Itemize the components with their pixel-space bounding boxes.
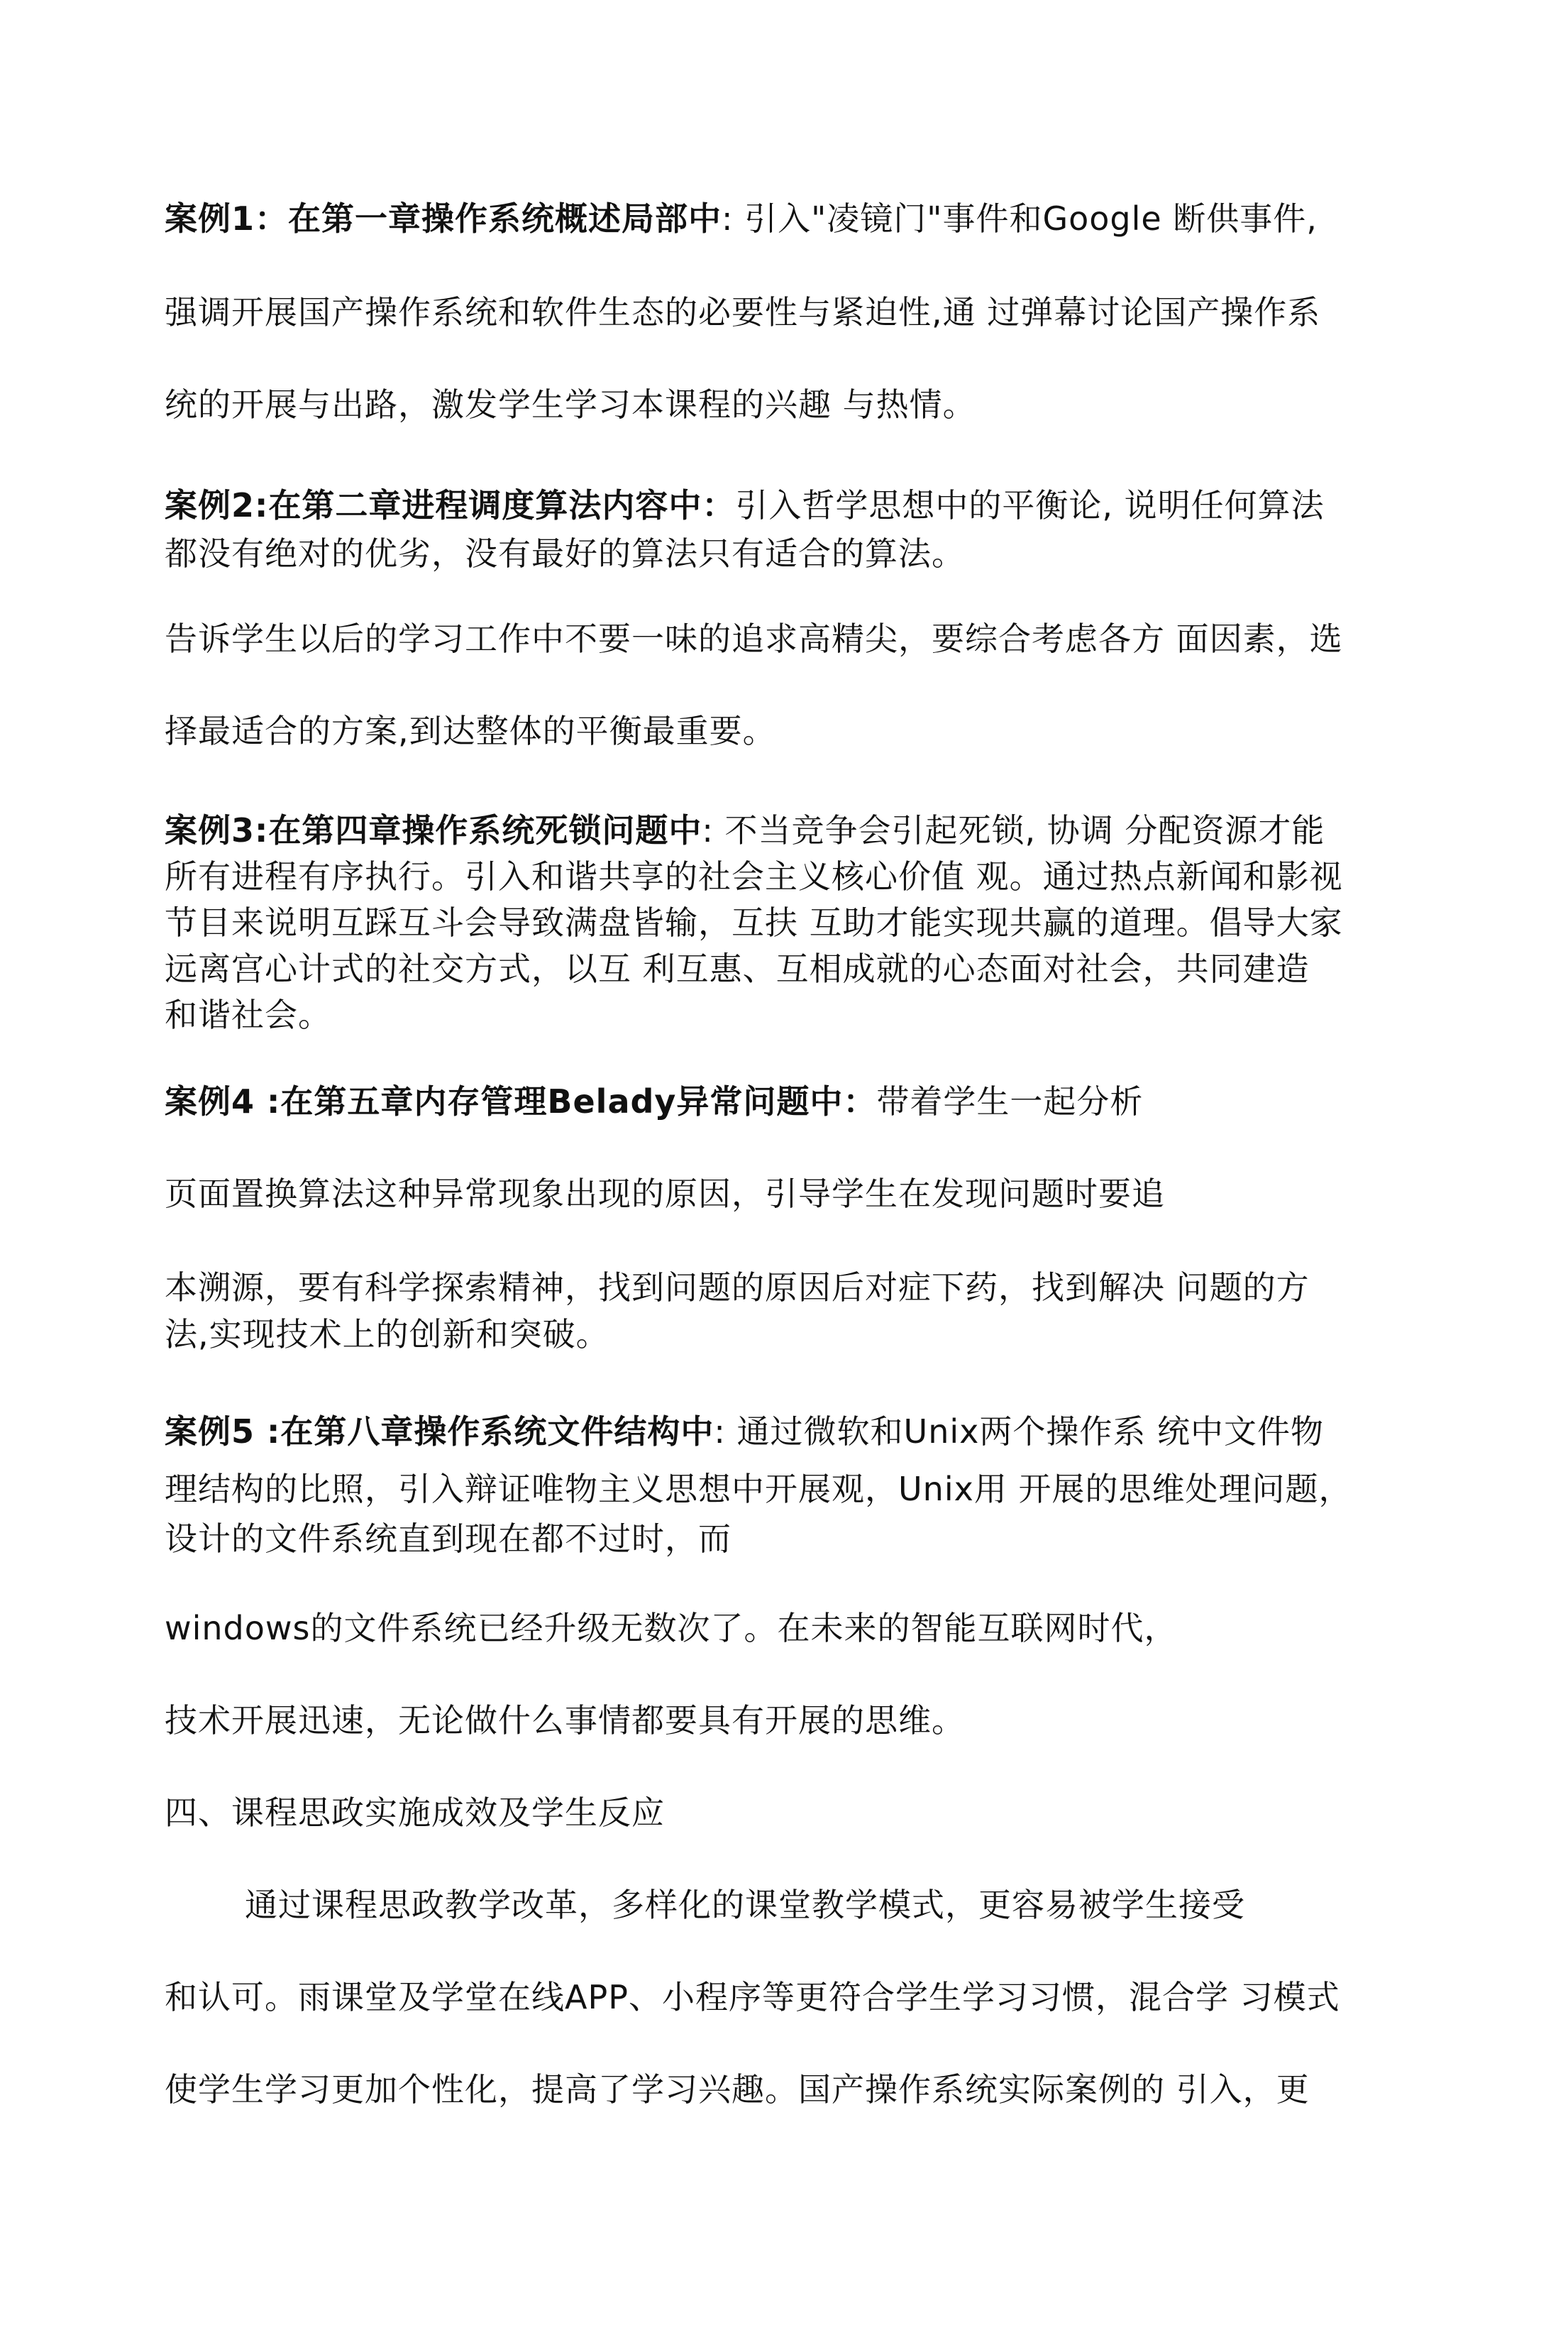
case1-text-1: : 引入"凌镜门"事件和Google 断供事件, [722,199,1318,238]
case5-line-3: 设计的文件系统直到现在都不过时，而 [165,1520,731,1558]
case2-line-1 [165,483,1442,528]
case2-line-4: 择最适合的方案,到达整体的平衡最重要。 [165,712,776,750]
case3-line-1 [165,808,1442,853]
case5-title: 案例5 :在第八章操作系统文件结构中 [165,1412,714,1451]
case4-line-2: 页面置换算法这种异常现象出现的原因，引导学生在发现问题时要追 [165,1175,1165,1213]
case5-line-4: windows的文件系统已经升级无数次了。在未来的智能互联网时代， [165,1609,1178,1647]
case3-line-3: 节目来说明互踩互斗会导致满盘皆输，互扶 互助才能实现共赢的道理。倡导大家 [165,903,1343,942]
case2-line-2: 都没有绝对的优劣，没有最好的算法只有适合的算法。 [165,534,965,573]
case2-title: 案例2:在第二章进程调度算法内容中： [165,486,736,524]
case3-line-4: 远离宫心计式的社交方式，以互 利互惠、互相成就的心态面对社会，共同建造 [165,950,1310,988]
case4-line-4: 法,实现技术上的创新和突破。 [165,1315,609,1353]
case1-line-2: 强调开展国产操作系统和软件生态的必要性与紧迫性,通 过弹幕讨论国产操作系 [165,293,1321,331]
section4-line-2: 和认可。雨课堂及学堂在线APP、小程序等更符合学生学习习惯，混合学 习模式 [165,1978,1340,2016]
case3-line-2: 所有进程有序执行。引入和谐共享的社会主义核心价值 观。通过热点新闻和影视 [165,857,1343,896]
section4-line-1: 通过课程思政教学改革，多样化的课堂教学模式，更容易被学生接受 [245,1886,1245,1924]
case3-line-5: 和谐社会。 [165,996,331,1034]
case1-title: 案例1：在第一章操作系统概述局部中 [165,199,722,238]
case4-text-1: 带着学生一起分析 [876,1082,1144,1121]
section4-heading: 四、课程思政实施成效及学生反应 [165,1793,665,1832]
case2-text-1: 引入哲学思想中的平衡论, 说明任何算法 [735,486,1325,524]
case3-text-1: : 不当竞争会引起死锁, 协调 分配资源才能 [702,811,1325,850]
case4-line-1 [165,1079,1442,1124]
case1-line-1 [165,196,1442,241]
case5-line-2: 理结构的比照，引入辩证唯物主义思想中开展观，Unix用 开展的思维处理问题， [165,1470,1352,1508]
case5-line-5: 技术开展迅速，无论做什么事情都要具有开展的思维。 [165,1701,965,1740]
section4-line-3: 使学生学习更加个性化，提高了学习兴趣。国产操作系统实际案例的 引入，更 [165,2070,1310,2109]
case3-title: 案例3:在第四章操作系统死锁问题中 [165,811,702,850]
case4-line-3: 本溯源，要有科学探索精神，找到问题的原因后对症下药，找到解决 问题的方 [165,1268,1310,1307]
case5-text-1: : 通过微软和Unix两个操作系 统中文件物 [714,1412,1324,1451]
case5-line-1 [165,1409,1442,1454]
case2-line-3: 告诉学生以后的学习工作中不要一味的追求高精尖，要综合考虑各方 面因素，选 [165,620,1343,658]
case4-title: 案例4 :在第五章内存管理Belady异常问题中： [165,1082,877,1121]
case1-line-3: 统的开展与出路，激发学生学习本课程的兴趣 与热情。 [165,385,976,424]
